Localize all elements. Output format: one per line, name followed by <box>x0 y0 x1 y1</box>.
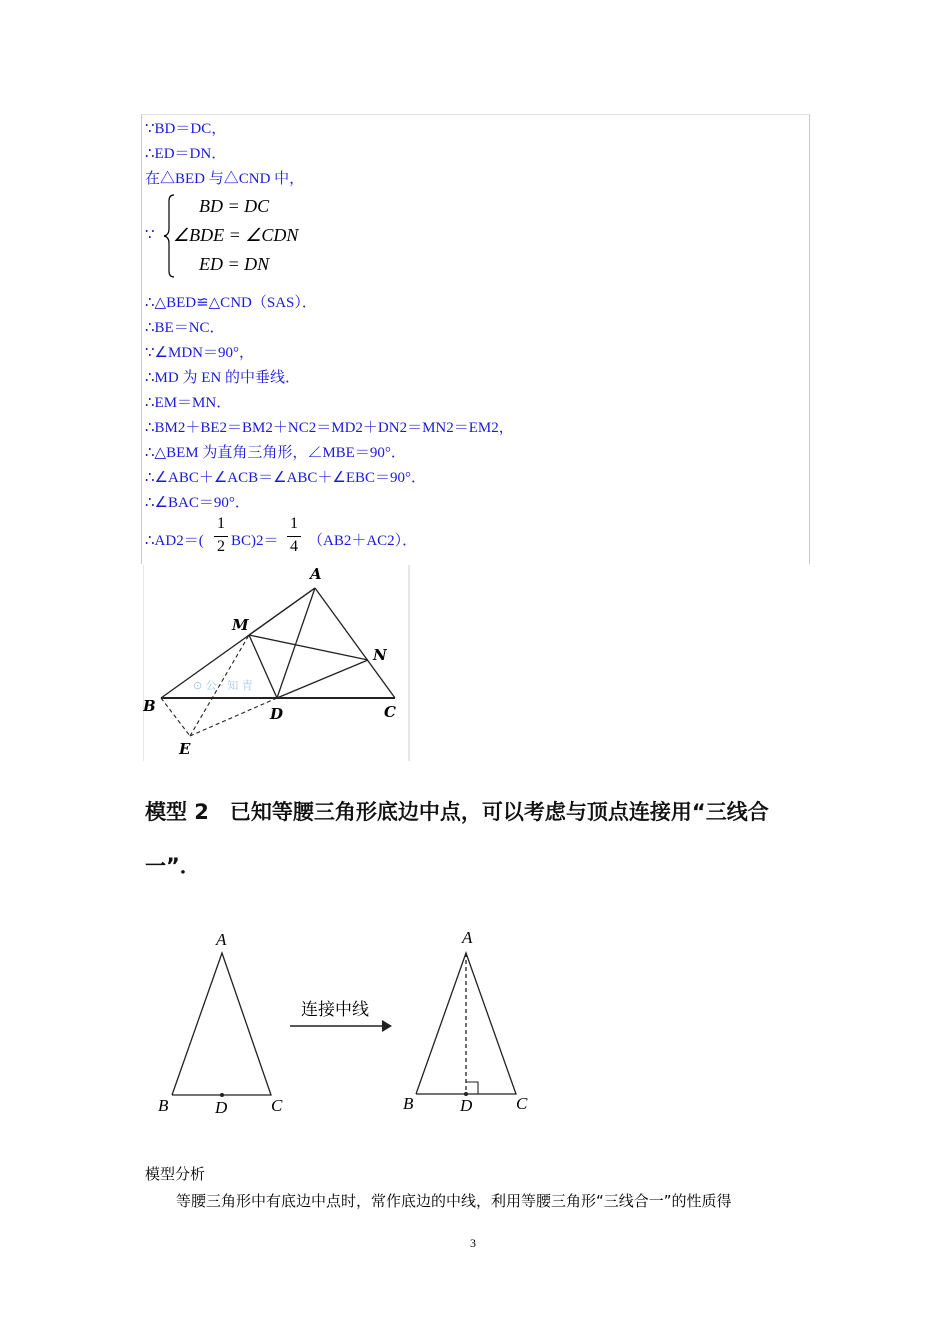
model-heading: 模型 2 已知等腰三角形底边中点，可以考虑与顶点连接用“三线合 <box>145 800 769 824</box>
label-C: C <box>384 703 396 721</box>
proof-line: ∴BM2＋BE2＝BM2＋NC2＝MD2＋DN2＝MN2＝EM2， <box>145 420 514 436</box>
proof-line: ∴∠BAC＝90°． <box>145 495 250 511</box>
system-row: ED = DN <box>199 254 270 274</box>
left-label-A: A <box>216 930 227 949</box>
fraction-one-quarter <box>287 515 301 556</box>
label-M: M <box>232 616 249 634</box>
label-A: A <box>310 565 322 583</box>
proof-line: ∵BD＝DC， <box>145 121 227 137</box>
proof-line: ∴△BEM 为直角三角形，∠MBE＝90°． <box>145 445 406 461</box>
dashed-ED <box>190 698 277 736</box>
right-angle-mark <box>466 1082 478 1094</box>
proof-line: ∵∠MDN＝90°， <box>145 345 254 361</box>
proof-line: ∴EM＝MN． <box>145 395 232 411</box>
label-N: N <box>373 646 387 664</box>
system-row: BD = DC <box>199 196 270 216</box>
equation-part: BC)2＝ <box>231 533 279 549</box>
equation-part: （AB2＋AC2）． <box>308 533 418 549</box>
left-label-B: B <box>158 1096 169 1115</box>
fraction-one-half <box>214 515 228 556</box>
fraction-denominator: 2 <box>217 538 225 555</box>
arrow-head-icon <box>382 1020 392 1032</box>
fraction-bar <box>214 536 228 537</box>
fraction-bar <box>287 536 301 537</box>
segment-AC <box>315 588 395 698</box>
label-E: E <box>179 740 191 758</box>
proof-line: ∴△BED≌△CND（SAS）． <box>145 295 317 311</box>
left-label-C: C <box>271 1096 283 1115</box>
system-row: ∠BDE = ∠CDN <box>173 225 299 245</box>
since-symbol: ∵ <box>145 227 155 243</box>
dashed-BE <box>161 698 190 736</box>
arrow-label: 连接中线 <box>301 1000 369 1020</box>
proof-line: 在△BED 与△CND 中， <box>145 171 305 187</box>
equation-part: ∴AD2＝( <box>145 533 204 549</box>
midpoint-dot <box>220 1093 224 1097</box>
right-label-D: D <box>460 1096 473 1115</box>
proof-line: ∴∠ABC＋∠ACB＝∠ABC＋∠EBC＝90°． <box>145 470 427 486</box>
fraction-denominator: 4 <box>290 538 298 555</box>
watermark: ⊙ 公 · 知 青 <box>193 679 253 692</box>
segment-DA <box>277 588 315 698</box>
segment-MN <box>249 635 368 660</box>
right-label-A: A <box>462 928 473 947</box>
fraction-numerator: 1 <box>290 515 298 532</box>
triangle-left <box>172 953 271 1095</box>
equation-system <box>145 193 385 279</box>
right-label-B: B <box>403 1094 414 1113</box>
fraction-numerator: 1 <box>217 515 225 532</box>
segment-DN <box>277 660 368 698</box>
model-heading-continued: 一”． <box>145 854 201 878</box>
geometry-figure-1 <box>143 565 410 761</box>
proof-line: ∴ED＝DN． <box>145 146 227 162</box>
segment-MA <box>249 588 315 635</box>
segment-MD <box>249 635 277 698</box>
label-D: D <box>270 705 284 723</box>
left-label-D: D <box>215 1098 228 1117</box>
proof-line: ∴MD 为 EN 的中垂线． <box>145 370 300 386</box>
right-label-C: C <box>516 1094 528 1113</box>
label-B: B <box>143 697 156 715</box>
proof-line: ∴BE＝NC． <box>145 320 225 336</box>
analysis-paragraph: 等腰三角形中有底边中点时，常作底边的中线，利用等腰三角形“三线合一”的性质得 <box>176 1192 732 1210</box>
isosceles-figure <box>150 925 550 1125</box>
analysis-title: 模型分析 <box>145 1165 206 1183</box>
page-number: 3 <box>470 1236 476 1250</box>
